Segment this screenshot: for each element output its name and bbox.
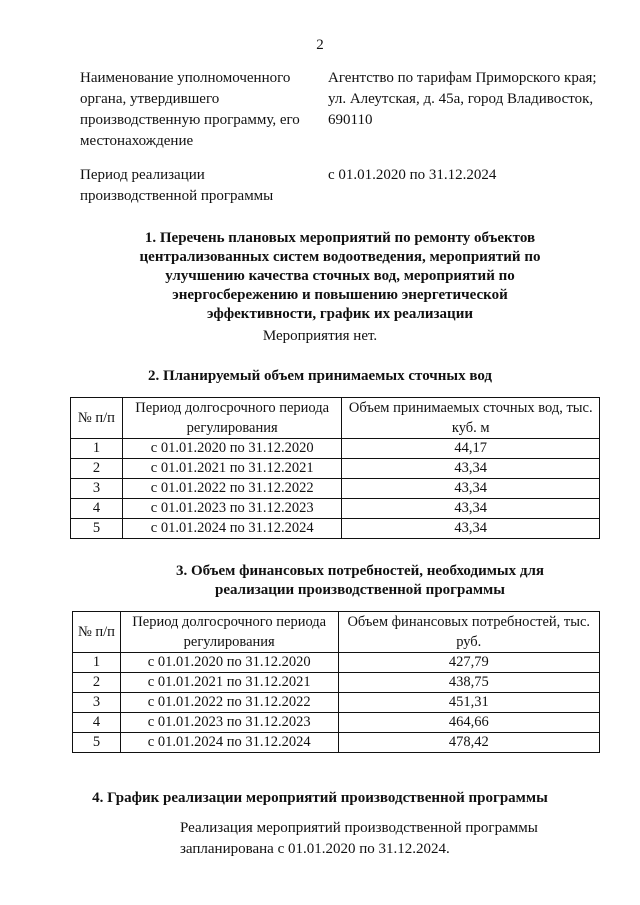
row-value: 451,31 [338,693,600,713]
header-volume: Объем принимаемых сточных вод, тыс. куб. м [342,398,600,439]
table-header-row [71,398,600,439]
authority-value: Агентство по тарифам Приморского края; ул. Алеутская, д. 45а, город Владивосток, 690110 [328,70,597,128]
authority-label: Наименование уполномоченного органа, утвердившего производственную программу, его местонахождение [80,70,300,149]
row-value: 464,66 [338,713,600,733]
row-value: 478,42 [338,733,600,753]
table-row [73,733,600,753]
row-number: 2 [73,673,121,693]
row-number: 2 [71,459,123,479]
row-value: 43,34 [342,499,600,519]
table-header-row [73,612,600,653]
row-value: 427,79 [338,653,600,673]
section4-title: 4. График реализации мероприятий производственной программы [92,790,548,806]
row-period: с 01.01.2020 по 31.12.2020 [120,653,338,673]
row-number: 1 [71,439,123,459]
wastewater-volume-table [70,397,600,539]
table-row [71,439,600,459]
table-row [71,519,600,539]
row-period: с 01.01.2021 по 31.12.2021 [120,673,338,693]
row-number: 3 [71,479,123,499]
row-number: 5 [73,733,121,753]
row-number: 3 [73,693,121,713]
row-period: с 01.01.2023 по 31.12.2023 [122,499,342,519]
row-period: с 01.01.2024 по 31.12.2024 [120,733,338,753]
header-number: № п/п [71,398,123,439]
period-label: Период реализации производственной программы [80,167,274,204]
row-period: с 01.01.2022 по 31.12.2022 [120,693,338,713]
page-number: 2 [316,37,324,53]
section1-text: Мероприятия нет. [262,328,378,344]
period-value: с 01.01.2020 по 31.12.2024 [328,167,497,183]
financial-needs-table [72,611,600,753]
header-number: № п/п [73,612,121,653]
table-row [71,479,600,499]
table-row [73,653,600,673]
row-value: 44,17 [342,439,600,459]
table-row [73,713,600,733]
row-value: 438,75 [338,673,600,693]
header-financial: Объем финансовых потребностей, тыс. руб. [338,612,600,653]
row-period: с 01.01.2020 по 31.12.2020 [122,439,342,459]
row-period: с 01.01.2022 по 31.12.2022 [122,479,342,499]
table-row [71,459,600,479]
row-value: 43,34 [342,459,600,479]
row-value: 43,34 [342,519,600,539]
row-period: с 01.01.2021 по 31.12.2021 [122,459,342,479]
row-value: 43,34 [342,479,600,499]
header-period: Период долгосрочного периода регулирования [120,612,338,653]
row-number: 5 [71,519,123,539]
section3-title: 3. Объем финансовых потребностей, необходимых для реализации производственной программы [175,563,545,598]
row-number: 4 [71,499,123,519]
table-row [73,693,600,713]
header-period: Период долгосрочного периода регулирования [122,398,342,439]
table-row [71,499,600,519]
row-number: 1 [73,653,121,673]
section2-title: 2. Планируемый объем принимаемых сточных вод [147,368,493,384]
row-period: с 01.01.2024 по 31.12.2024 [122,519,342,539]
section1-title: 1. Перечень плановых мероприятий по ремонту объектов централизованных систем водоотведения, мероприятий по улучшению качества сточных вод, мероприятий по энергосбережению и повышению энергетической эффективности, график их реализации [139,230,541,322]
row-period: с 01.01.2023 по 31.12.2023 [120,713,338,733]
row-number: 4 [73,713,121,733]
section4-text: Реализация мероприятий производственной программы запланирована с 01.01.2020 по 31.12.2024. [180,820,538,857]
table-row [73,673,600,693]
